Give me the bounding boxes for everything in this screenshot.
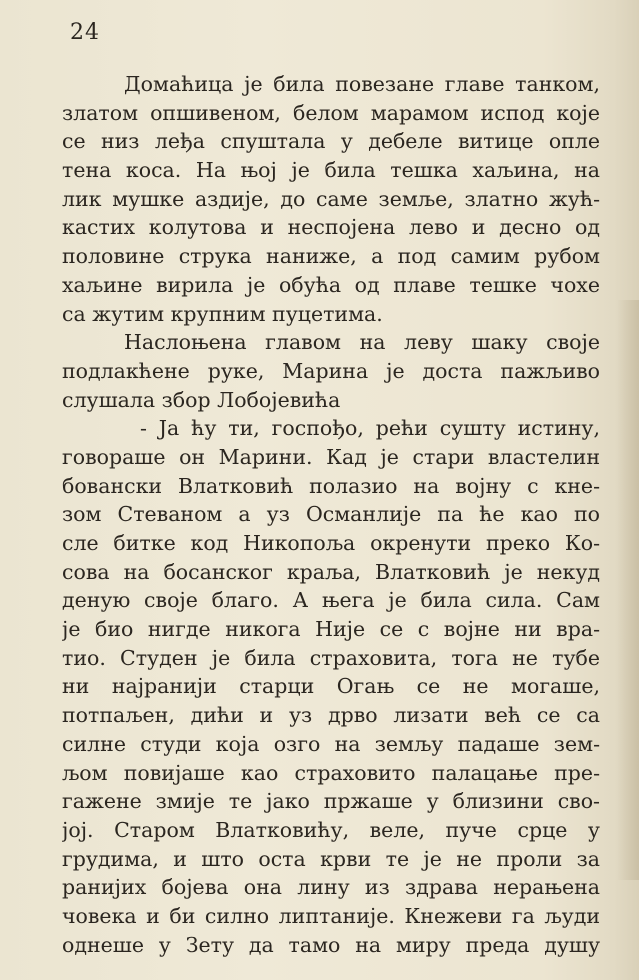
text-line: грудима, и што оста крви те је не проли за [62, 846, 600, 871]
text-line: деную своје благо. А њега је била сила. Сам [62, 588, 600, 613]
text-line: тена коса. На њој је била тешка хаљина, на [62, 158, 600, 183]
text-line: слушала збор Лобојевића [62, 387, 341, 412]
text-line: бовански Влатковић полазио на војну с кне- [62, 473, 600, 498]
text-line: сле битке код Никопоља окренути преко Ко- [62, 531, 600, 555]
page-number: 24 [70, 20, 100, 45]
text-line: ни најранији старци Огањ се не могаше, [62, 674, 600, 699]
text-line: златом опшивеном, белом марамом испод које [62, 100, 600, 125]
text-line: лик мушке аздије, до саме земље, златно жућ- [62, 186, 600, 211]
text-line: хаљине вирила је обућа од плаве тешке чохе [62, 272, 600, 297]
text-line: Наслоњена главом на леву шаку своје [124, 330, 600, 355]
text-line: подлакћене руке, Марина је доста пажљиво [62, 358, 600, 383]
text-line: Домаћица је била повезане главе танком, [124, 72, 600, 96]
text-line: ранијих бојева она лину из здрава нерањена [62, 875, 600, 900]
text-line: човека и би силно липтаније. Кнежеви га људи [62, 903, 600, 928]
text-line: - Ја ћу ти, госпођо, рећи сушту истину, [140, 416, 600, 441]
page-edge-shadow [617, 300, 639, 880]
text-line: кастих колутова и неспојена лево и десно од [62, 215, 600, 240]
text-line: се низ леђа спуштала у дебеле витице опле [62, 129, 600, 154]
text-line: тио. Студен је била страховита, тога не тубе [62, 645, 600, 670]
text-block [62, 70, 600, 959]
text-line: потпаљен, дићи и уз дрво лизати већ се са [62, 703, 600, 728]
text-line: говораше он Марини. Кад је стари властелин [62, 444, 600, 469]
text-line: гажене змије те јако пржаше у близини сво- [62, 789, 600, 814]
text-line: јој. Старом Влатковићу, веле, пуче срце у [62, 817, 600, 842]
text-line: сова на босанског краља, Влатковић је некуд [62, 559, 600, 584]
text-line: је био нигде никога Није се с војне ни вра- [62, 617, 600, 642]
text-line: однеше у Зету да тамо на миру преда душу [62, 932, 600, 957]
text-line: половине струка наниже, а под самим рубом [62, 244, 600, 269]
text-line: силне студи која озго на земљу падаше зем- [62, 731, 600, 756]
text-line: зом Стеваном а уз Османлије па ће као по [62, 502, 600, 527]
text-line: љом повијаше као страховито палацање пре- [62, 760, 600, 785]
text-line: са жутим крупним пуцетима. [62, 301, 383, 326]
